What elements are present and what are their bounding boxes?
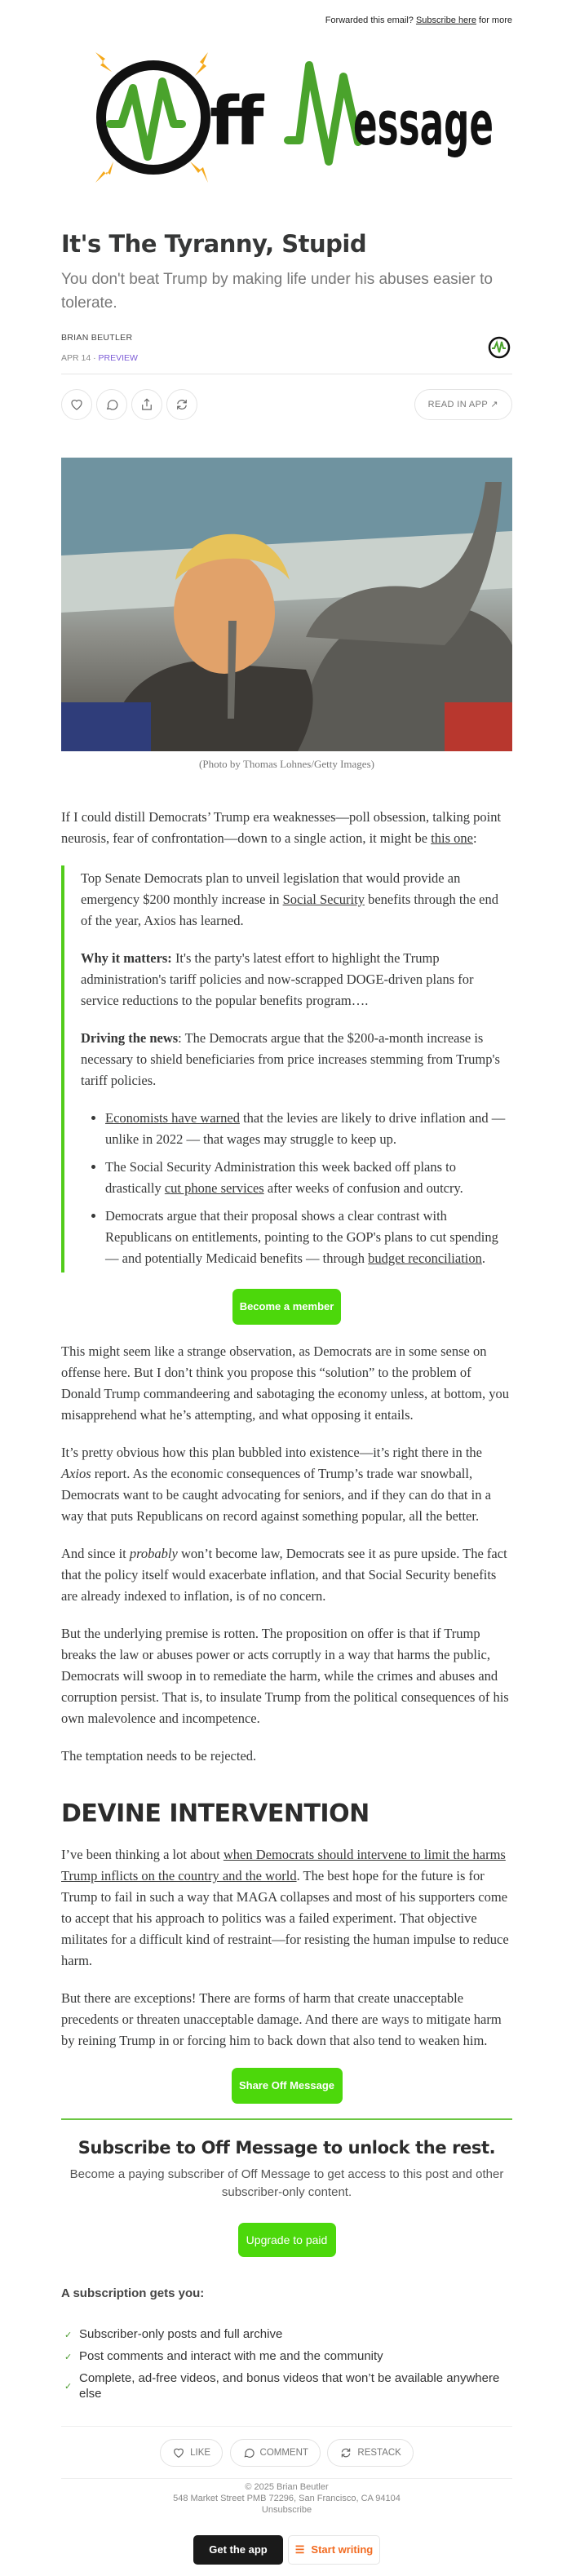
benefit-text: Subscriber-only posts and full archive [79, 2327, 283, 2341]
paragraph: But there are exceptions! There are forms of harm that create unacceptable precedents or threaten unacceptable damage. And there are ways to mitigate harm by reining Trump in or forcing him to back down that also tend to weaken him. [61, 1990, 502, 2048]
paragraph: This might seem like a strange observation, as Democrats are in some sense on offense here. But I don’t think you propose this “solution” to the problem of Donald Trump commandeering and sabotaging the economy unless, at bottom, you misapprehend what he’s attempting, and what opposing it entails. [61, 1343, 510, 1423]
svg-text:essage: essage [353, 89, 494, 159]
text: that the levies are likely to drive inflation and — unlike in 2022 — that wages may struggle to keep up. [105, 1110, 506, 1147]
economists-warned-link[interactable]: Economists have warned [105, 1110, 240, 1126]
photo-caption: (Photo by Thomas Lohnes/Getty Images) [199, 758, 374, 770]
text: report. As the economic consequences of Trump’s trade war snowball, Democrats want to be caught advocating for seniors, and if they can do that in a way that puts Republicans on record against something popular, all the better. [61, 1466, 491, 1524]
comment-pill-button[interactable] [230, 2439, 321, 2467]
like-pill-button[interactable] [160, 2439, 223, 2467]
intervene-article-link[interactable]: when Democrats should intervene to limit the harms Trump inflicts on the country and the world [61, 1847, 506, 1883]
share-icon [139, 397, 154, 412]
axios-italic: Axios [61, 1466, 91, 1481]
heart-icon [69, 397, 84, 412]
paragraph [61, 807, 512, 849]
copyright: © 2025 Brian Beutler [245, 2482, 329, 2492]
text: It’s pretty obvious how this plan bubbled into existence—it’s right there in the [61, 1445, 483, 1460]
author-name[interactable]: BRIAN BEUTLER [61, 333, 133, 343]
cut-phone-services-link[interactable]: cut phone services [164, 1180, 264, 1196]
budget-reconciliation-link[interactable]: budget reconciliation [368, 1250, 482, 1266]
text: won’t become law, Democrats see it as pure upside. The fact that the policy itself would exacerbate inflation, and that Social Security benefits are already indexed to inflation, is of no concern. [61, 1546, 507, 1604]
benefit-text: Post comments and interact with me and the community [79, 2349, 383, 2363]
preview-label: PREVIEW [98, 353, 138, 363]
forward-text: Forwarded this email? [325, 15, 414, 25]
paragraph [61, 1844, 512, 1972]
text: It's the party's latest effort to highlight the Trump administration's tariff policies and now-scrapped DOGE-driven plans for service reductions to the popular benefits program…. [81, 950, 474, 1008]
become-member-button[interactable]: Become a member [232, 1289, 341, 1325]
bold-lead: Driving the news [81, 1030, 179, 1046]
text: . The best hope for the future is for Trump to fail in such a way that MAGA collapses and most of his supporters come to accept that his approach to politics was a failed experiment. That objective militates for a difficult kind of restraint—for resisting the human impulse to reduce harm. [61, 1868, 509, 1968]
axios-quote [61, 865, 512, 1273]
off-message-logo[interactable] [61, 36, 512, 199]
text: Democrats argue that their proposal shows a clear contrast with Republicans on entitlements, pointing to the GOP's plans to cut spending — and potentially Medicaid benefits — through [105, 1208, 498, 1266]
post-date: APR 14 [61, 353, 91, 363]
text: . [481, 1250, 486, 1266]
unsubscribe-link[interactable]: Unsubscribe [261, 2505, 312, 2515]
post-body [61, 807, 512, 2104]
post-meta [61, 353, 512, 363]
probably-italic: probably [129, 1546, 178, 1561]
text: I’ve been thinking a lot about [61, 1847, 224, 1862]
share-button[interactable] [131, 389, 162, 420]
substack-icon: ☰ [294, 2543, 305, 2556]
benefits-list [61, 2326, 512, 2401]
paragraph: But the underlying premise is rotten. The proposition on offer is that if Trump breaks the law or abuses power or acts corruptly in a way that harms the public, Democrats will swoop in to remediate the harm, while the crimes and abuses and corruption persist. That is, to insulate Trump from the political consequences of his own malevolence and incompetence. [61, 1626, 509, 1726]
post-actions [61, 374, 512, 438]
subscribe-here-link[interactable]: Subscribe here [415, 15, 476, 25]
app-buttons [61, 2535, 512, 2565]
start-writing-label: Start writing [311, 2543, 374, 2556]
paywall [61, 2120, 512, 2257]
comment-label: COMMENT [259, 2448, 308, 2458]
post-subtitle: You don't beat Trump by making life under his abuses easier to tolerate. [61, 271, 493, 312]
paragraph [61, 1442, 512, 1527]
bold-lead: Why it matters: [81, 950, 172, 966]
list-item [105, 1157, 512, 1199]
like-button[interactable] [61, 389, 92, 420]
paywall-title: Subscribe to Off Message to unlock the rest. [77, 2138, 496, 2158]
restack-icon [339, 2446, 352, 2459]
meta-separator: · [93, 353, 96, 363]
check-icon: ✓ [64, 2382, 73, 2392]
paragraph [61, 1543, 512, 1607]
check-icon: ✓ [64, 2330, 73, 2340]
byline [61, 333, 512, 374]
get-the-app-button[interactable]: Get the app [193, 2535, 283, 2565]
quote-paragraph [81, 1028, 512, 1091]
publication-avatar[interactable] [486, 334, 512, 361]
comment-icon [242, 2446, 255, 2459]
post-title: It's The Tyranny, Stupid [61, 230, 367, 258]
text: after weeks of confusion and outcry. [263, 1180, 463, 1196]
restack-label: RESTACK [357, 2448, 401, 2458]
text: Top Senate Democrats plan to unveil legislation that would provide an emergency $200 monthly increase in [81, 870, 461, 907]
svg-text:ff: ff [210, 83, 264, 161]
social-security-link[interactable]: Social Security [282, 892, 365, 907]
restack-icon [175, 397, 189, 412]
paragraph: The temptation needs to be rejected. [61, 1748, 257, 1764]
bottom-actions [61, 2426, 512, 2478]
footer [61, 2478, 512, 2516]
forward-notice [0, 0, 571, 36]
comment-icon [104, 397, 119, 412]
arrow-up-right-icon: ↗ [490, 400, 498, 409]
benefit-item [61, 2348, 512, 2364]
list-item [105, 1108, 512, 1150]
section-heading: DEVINE INTERVENTION [61, 1799, 370, 1828]
restack-button[interactable] [166, 389, 197, 420]
like-label: LIKE [190, 2448, 211, 2458]
comment-button[interactable] [96, 389, 127, 420]
mailing-address: 548 Market Street PMB 72296, San Francisco, CA 94104 [173, 2494, 401, 2503]
paywall-description: Become a paying subscriber of Off Message to get access to this post and other subscriber-only content. [69, 2167, 504, 2199]
quote-bullets [81, 1108, 512, 1269]
quote-paragraph [81, 868, 512, 932]
upgrade-to-paid-button[interactable]: Upgrade to paid [238, 2223, 336, 2257]
heart-icon [172, 2446, 185, 2459]
share-off-message-button[interactable]: Share Off Message [232, 2068, 343, 2104]
this-one-link[interactable]: this one [431, 830, 473, 846]
text: : [472, 830, 477, 846]
list-item [105, 1206, 512, 1269]
text: The Social Security Administration this week backed off plans to drastically [105, 1159, 456, 1196]
forward-suffix: for more [479, 15, 512, 25]
text: And since it [61, 1546, 130, 1561]
text: : The Democrats argue that the $200-a-month increase is necessary to shield beneficiaries from price increases stemming from Trump's tariff policies. [81, 1030, 500, 1088]
hero-photo[interactable] [61, 458, 512, 751]
start-writing-button[interactable] [288, 2535, 380, 2565]
benefit-text: Complete, ad-free videos, and bonus videos that won’t be available anywhere else [79, 2371, 500, 2401]
benefit-item [61, 2370, 512, 2401]
benefits-heading: A subscription gets you: [61, 2286, 205, 2300]
check-icon: ✓ [64, 2352, 73, 2362]
read-in-app-button[interactable] [414, 389, 512, 420]
benefit-item [61, 2326, 512, 2342]
text: If I could distill Democrats’ Trump era weaknesses—poll obsession, talking point neurosis, fear of confrontation—down to a single action, it might be [61, 809, 502, 846]
text: benefits through the end of the year, Axios has learned. [81, 892, 498, 928]
restack-pill-button[interactable] [327, 2439, 413, 2467]
quote-paragraph [81, 948, 512, 1011]
read-in-app-label: READ IN APP [427, 400, 488, 409]
